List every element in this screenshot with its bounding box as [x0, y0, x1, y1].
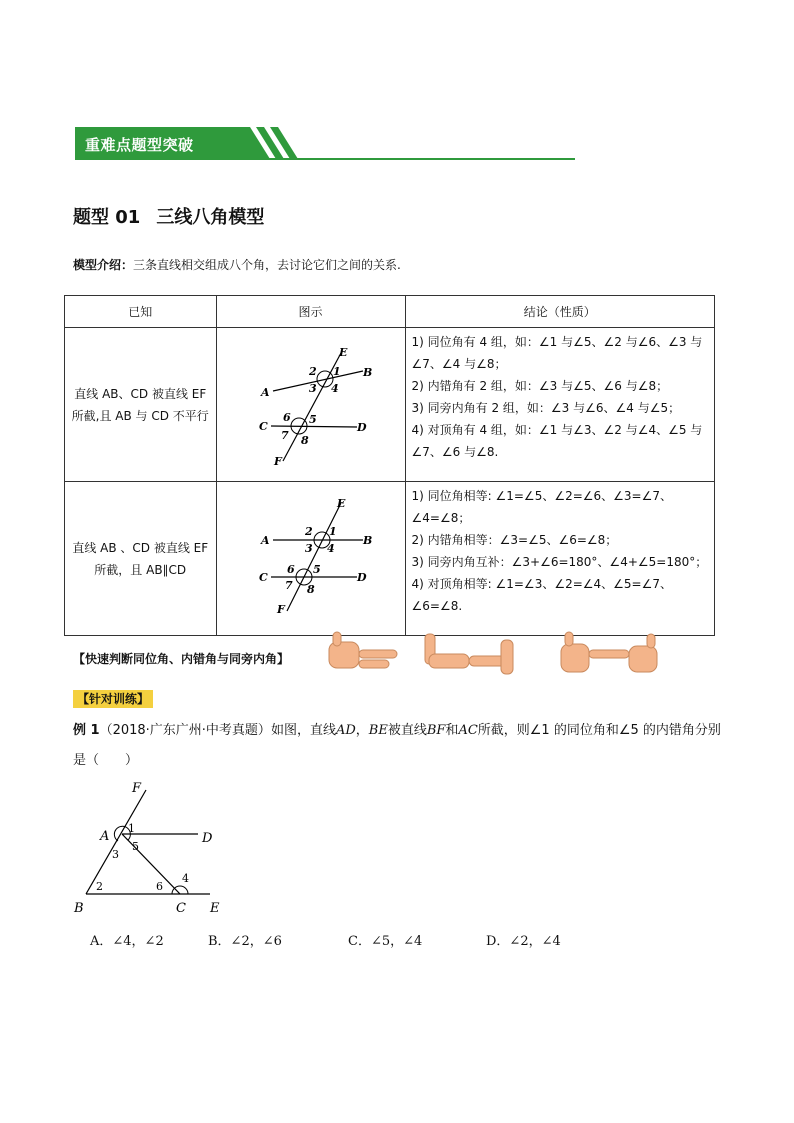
figure-cell — [216, 328, 405, 482]
known-cell: 直线 AB 、CD 被直线 EF 所截，且 AB∥CD — [65, 482, 217, 636]
parallel-figure — [217, 485, 405, 632]
label-A: A — [100, 829, 110, 844]
label-E: E — [336, 497, 345, 510]
label-2: 2 — [96, 880, 103, 893]
table-row — [65, 482, 715, 636]
label-C: C — [258, 571, 268, 584]
label-D: D — [356, 421, 367, 434]
label-F: F — [273, 455, 282, 468]
model-table — [64, 295, 715, 636]
label-3: 3 — [308, 382, 317, 395]
label-B: B — [74, 901, 84, 916]
conclusion-cell — [405, 328, 715, 482]
label-F: F — [132, 781, 142, 796]
header-figure: 图示 — [216, 296, 405, 328]
conclusion-line: 3) 同旁内角互补：∠3+∠6=180°、∠4+∠5=180°； — [411, 555, 708, 569]
label-6: 6 — [286, 563, 295, 576]
quick-tip: 【快速判断同位角、内错角与同旁内角】 — [73, 652, 290, 666]
conclusion-line: 1) 同位角有 4 组，如：∠1 与∠5、∠2 与∠6、∠3 与∠7、∠4 与∠8； — [411, 335, 703, 371]
header-conclusion: 结论（性质） — [405, 296, 715, 328]
label-6: 6 — [282, 411, 291, 424]
section-banner — [75, 127, 575, 161]
intro-label: 模型介绍： — [73, 258, 134, 272]
training-tag: 【针对训练】 — [73, 690, 153, 708]
label-B: B — [362, 366, 372, 379]
option-a[interactable]: A．∠4，∠2 — [90, 934, 164, 949]
line-ab — [273, 371, 363, 391]
section-code: 题型 01 — [73, 207, 141, 228]
banner-title: 重难点题型突破 — [85, 136, 194, 154]
label-4: 4 — [182, 872, 189, 885]
intro-text: 三条直线相交组成八个角，去讨论它们之间的关系. — [133, 258, 401, 272]
label-1: 1 — [328, 525, 337, 538]
triangle-figure — [70, 778, 240, 918]
label-3: 3 — [304, 542, 313, 555]
label-F: F — [276, 603, 285, 616]
model-intro — [73, 256, 401, 273]
header-known: 已知 — [65, 296, 217, 328]
section-heading — [73, 203, 280, 229]
conclusion-line: 1) 同位角相等: ∠1=∠5、∠2=∠6、∠3=∠7、∠4=∠8； — [411, 489, 673, 525]
table-row — [65, 328, 715, 482]
label-C: C — [176, 901, 186, 916]
example-label: 例 1 — [73, 723, 100, 738]
label-D: D — [356, 571, 367, 584]
label-4: 4 — [326, 542, 335, 555]
label-4: 4 — [330, 382, 339, 395]
conclusion-line: 4) 对顶角有 4 组，如：∠1 与∠3、∠2 与∠4、∠5 与∠7、∠6 与∠8. — [411, 423, 703, 459]
line-name-ad: AD — [335, 723, 356, 738]
hand-corresponding-icon — [329, 632, 397, 668]
example-and: 和 — [445, 723, 459, 738]
conclusion-line: 2) 内错角相等：∠3=∠5、∠6=∠8； — [411, 533, 618, 547]
option-b[interactable]: B．∠2，∠6 — [208, 934, 282, 949]
hand-gesture-illustrations — [325, 628, 670, 680]
example-question — [73, 716, 733, 776]
label-E: E — [210, 901, 220, 916]
label-7: 7 — [280, 429, 289, 442]
option-d[interactable]: D．∠2，∠4 — [486, 934, 561, 949]
example-text-a: 如图，直线 — [270, 723, 336, 738]
hand-alternate-icon — [425, 634, 513, 674]
non-parallel-figure — [217, 331, 405, 478]
label-2: 2 — [304, 525, 313, 538]
label-E: E — [338, 346, 347, 359]
label-8: 8 — [306, 583, 315, 596]
label-2: 2 — [308, 365, 317, 378]
angle-arc-c — [172, 886, 188, 894]
label-6: 6 — [156, 880, 163, 893]
line-name-bf: BF — [426, 723, 446, 738]
line-cd — [271, 426, 357, 427]
label-A: A — [260, 386, 270, 399]
label-5: 5 — [132, 840, 139, 853]
label-5: 5 — [312, 563, 321, 576]
known-cell: 直线 AB、CD 被直线 EF 所截,且 AB 与 CD 不平行 — [65, 328, 217, 482]
label-7: 7 — [284, 579, 293, 592]
label-3: 3 — [112, 848, 119, 861]
hand-same-side-icon — [561, 632, 657, 672]
line-ac — [122, 834, 180, 894]
figure-cell — [216, 482, 405, 636]
line-name-ac: AC — [458, 723, 478, 738]
example-text-b: 被直线 — [387, 723, 427, 738]
conclusion-cell — [405, 482, 715, 636]
label-C: C — [258, 420, 268, 433]
label-B: B — [362, 534, 372, 547]
line-name-be: BE — [368, 723, 388, 738]
label-8: 8 — [300, 434, 309, 447]
label-D: D — [202, 831, 213, 846]
section-name: 三线八角模型 — [156, 207, 265, 228]
conclusion-line: 3) 同旁内角有 2 组，如：∠3 与∠6、∠4 与∠5； — [411, 401, 681, 415]
option-c[interactable]: C．∠5，∠4 — [348, 934, 423, 949]
banner-stripes — [240, 127, 340, 159]
label-A: A — [260, 534, 270, 547]
conclusion-line: 4) 对顶角相等: ∠1=∠3、∠2=∠4、∠5=∠7、∠6=∠8. — [411, 577, 673, 613]
example-comma: ， — [355, 723, 369, 738]
table-header-row — [65, 296, 715, 328]
label-1: 1 — [128, 822, 135, 835]
label-5: 5 — [308, 413, 317, 426]
example-source: （2018·广东广州·中考真题） — [99, 723, 271, 738]
banner-underline — [75, 158, 575, 160]
example-text-c: 所截，则∠1 的同位角和∠5 的内错角分别是（ ） — [73, 723, 721, 768]
conclusion-line: 2) 内错角有 2 组，如：∠3 与∠5、∠6 与∠8； — [411, 379, 669, 393]
label-1: 1 — [332, 365, 341, 378]
